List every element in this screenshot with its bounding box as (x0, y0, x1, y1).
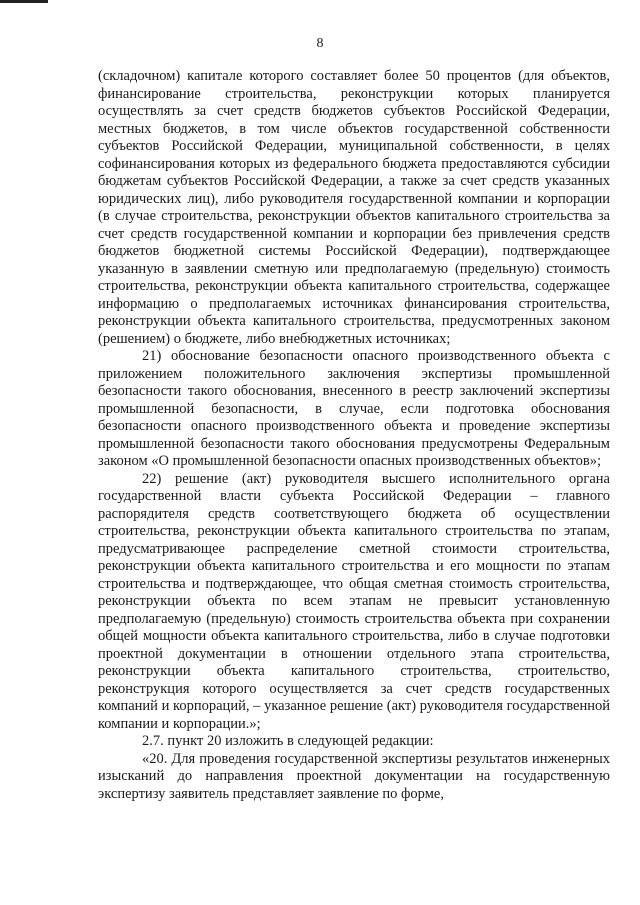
document-body (98, 68, 610, 803)
page-number: 8 (316, 36, 324, 51)
paragraph-amendment-2-7: 2.7. пункт 20 изложить в следующей редакции: (142, 733, 434, 749)
corner-mark (0, 0, 48, 3)
paragraph-continuation: (складочном) капитале которого составляет более 50 процентов (для объектов, финансирование строительства, реконструкции которых планируется осуществлять за счет средств бюджетов субъектов Российской Федерации, местных бюджетов, в том числе объектов государственной собственности субъектов Российской Федерации, муниципальной собственности, в целях софинансирования которых из федерального бюджета предоставляются субсидии бюджетам субъектов Российской Федерации, а также за счет средств указанных юридических лиц), либо руководителя государственной компании и корпорации (в случае строительства, реконструкции объектов капитального строительства за счет средств государственной компании и корпорации без привлечения средств бюджетов бюджетной системы Российской Федерации), подтверждающее указанную в заявлении сметную или предполагаемую (предельную) стоимость строительства, реконструкции объекта капитального строительства, содержащее информацию о предполагаемых источниках финансирования строительства, реконструкции объекта капитального строительства, предусмотренных законом (решением) о бюджете, либо внебюджетных источниках; (98, 68, 610, 347)
paragraph-item-21: 21) обоснование безопасности опасного производственного объекта с приложением положительного заключения экспертизы промышленной безопасности такого обоснования, внесенного в реестр заключений экспертизы промышленной безопасности, в случае, если подготовка обоснования безопасности опасного производственного объекта и проведение экспертизы промышленной безопасности такого обоснования предусмотрены Федеральным законом «О промышленной безопасности опасных производственных объектов»; (98, 348, 610, 469)
paragraph-item-22: 22) решение (акт) руководителя высшего исполнительного органа государственной власти субъекта Российской Федерации – главного распорядителя средств соответствующего бюджета об осуществлении строительства, реконструкции объекта капитального строительства по этапам, предусматривающее распределение сметной стоимости строительства, реконструкции объекта капитального строительства и его мощности по этапам строительства и подтверждающее, что общая сметная стоимость строительства, реконструкции объекта по всем этапам не превысит установленную предполагаемую (предельную) стоимость строительства объекта при сохранении общей мощности объекта капитального строительства, либо в случае подготовки проектной документации в отношении отдельного этапа строительства, реконструкции объекта капитального строительства, строительство, реконструкция которого осуществляется за счет средств государственных компаний и корпораций, – указанное решение (акт) руководителя государственной компании и корпорации.»; (98, 470, 610, 732)
paragraph-clause-20: «20. Для проведения государственной экспертизы результатов инженерных изысканий до направления проектной документации на государственную экспертизу заявитель представляет заявление по форме, (98, 750, 610, 802)
